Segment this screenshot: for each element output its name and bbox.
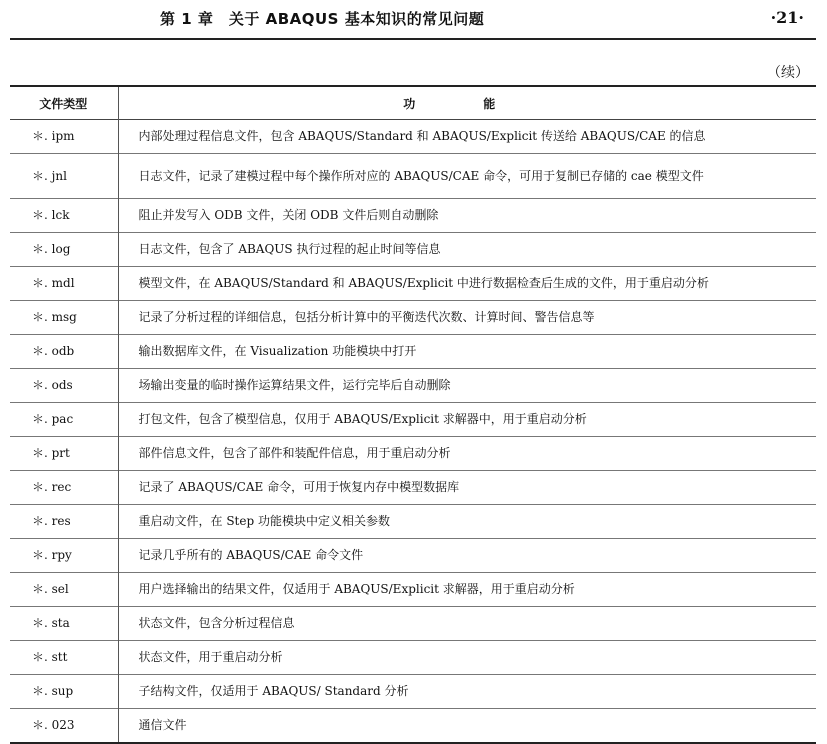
file-type-cell: ＊. prt (10, 437, 118, 471)
column-header-function: 功 能 (403, 96, 524, 111)
function-cell: 日志文件，包含了 ABAQUS 执行过程的起止时间等信息 (138, 242, 441, 256)
file-type-cell: ＊. odb (10, 335, 118, 369)
table-row (10, 437, 816, 471)
file-type-cell: ＊. jnl (10, 154, 118, 199)
table-row (10, 199, 816, 233)
file-type-cell: ＊. msg (10, 301, 118, 335)
file-type-cell: ＊. rec (10, 471, 118, 505)
chapter-title: 第 1 章 关于 ABAQUS 基本知识的常见问题 (160, 10, 485, 28)
file-type-cell: ＊. 023 (10, 709, 118, 744)
table-row (10, 335, 816, 369)
function-cell: 部件信息文件，包含了部件和装配件信息，用于重启动分析 (138, 446, 451, 460)
function-cell: 场输出变量的临时操作运算结果文件，运行完毕后自动删除 (138, 378, 451, 392)
column-header-file-type: 文件类型 (10, 86, 118, 120)
function-cell: 状态文件，包含分析过程信息 (138, 616, 295, 630)
file-type-cell: ＊. res (10, 505, 118, 539)
table-row (10, 233, 816, 267)
file-type-cell: ＊. rpy (10, 539, 118, 573)
table-body (10, 120, 816, 744)
function-cell: 内部处理过程信息文件，包含 ABAQUS/Standard 和 ABAQUS/Explicit 传送给 ABAQUS/CAE 的信息 (138, 129, 706, 143)
table-header-row (10, 86, 816, 120)
function-cell: 通信文件 (138, 718, 187, 732)
table-row (10, 675, 816, 709)
table-row (10, 369, 816, 403)
table-row (10, 607, 816, 641)
table-row (10, 403, 816, 437)
file-type-cell: ＊. ipm (10, 120, 118, 154)
file-type-cell: ＊. log (10, 233, 118, 267)
table-row (10, 120, 816, 154)
function-cell: 日志文件，记录了建模过程中每个操作所对应的 ABAQUS/CAE 命令，可用于复制已存储的 cae 模型文件 (138, 168, 704, 183)
page-number: ·21· (770, 8, 804, 27)
page-header (10, 0, 816, 40)
file-type-cell: ＊. sup (10, 675, 118, 709)
table-row (10, 539, 816, 573)
function-cell: 阻止并发写入 ODB 文件，关闭 ODB 文件后则自动删除 (138, 208, 439, 222)
function-cell: 输出数据库文件，在 Visualization 功能模块中打开 (138, 344, 417, 358)
function-cell: 子结构文件，仅适用于 ABAQUS/ Standard 分析 (138, 684, 409, 698)
table-row (10, 301, 816, 335)
file-type-cell: ＊. pac (10, 403, 118, 437)
function-cell: 状态文件，用于重启动分析 (138, 650, 283, 664)
table-row (10, 505, 816, 539)
table-row (10, 471, 816, 505)
table-row (10, 709, 816, 744)
file-type-cell: ＊. lck (10, 199, 118, 233)
file-type-table (10, 85, 816, 744)
table-row (10, 641, 816, 675)
function-cell: 用户选择输出的结果文件，仅适用于 ABAQUS/Explicit 求解器，用于重启动分析 (138, 582, 575, 596)
function-cell: 记录了分析过程的详细信息，包括分析计算中的平衡迭代次数、计算时间、警告信息等 (138, 310, 595, 324)
function-cell: 记录了 ABAQUS/CAE 命令，可用于恢复内存中模型数据库 (138, 480, 460, 494)
file-type-cell: ＊. sel (10, 573, 118, 607)
file-type-cell: ＊. sta (10, 607, 118, 641)
file-type-cell: ＊. stt (10, 641, 118, 675)
function-cell: 重启动文件，在 Step 功能模块中定义相关参数 (138, 514, 390, 528)
continued-label: （续） (767, 65, 809, 81)
function-cell: 打包文件，包含了模型信息，仅用于 ABAQUS/Explicit 求解器中，用于重启动分析 (138, 412, 587, 426)
table-row (10, 154, 816, 199)
function-cell: 记录几乎所有的 ABAQUS/CAE 命令文件 (138, 548, 364, 562)
file-type-cell: ＊. mdl (10, 267, 118, 301)
function-cell: 模型文件，在 ABAQUS/Standard 和 ABAQUS/Explicit 中进行数据检查后生成的文件，用于重启动分析 (138, 276, 709, 290)
table-row (10, 267, 816, 301)
table-row (10, 573, 816, 607)
file-type-cell: ＊. ods (10, 369, 118, 403)
